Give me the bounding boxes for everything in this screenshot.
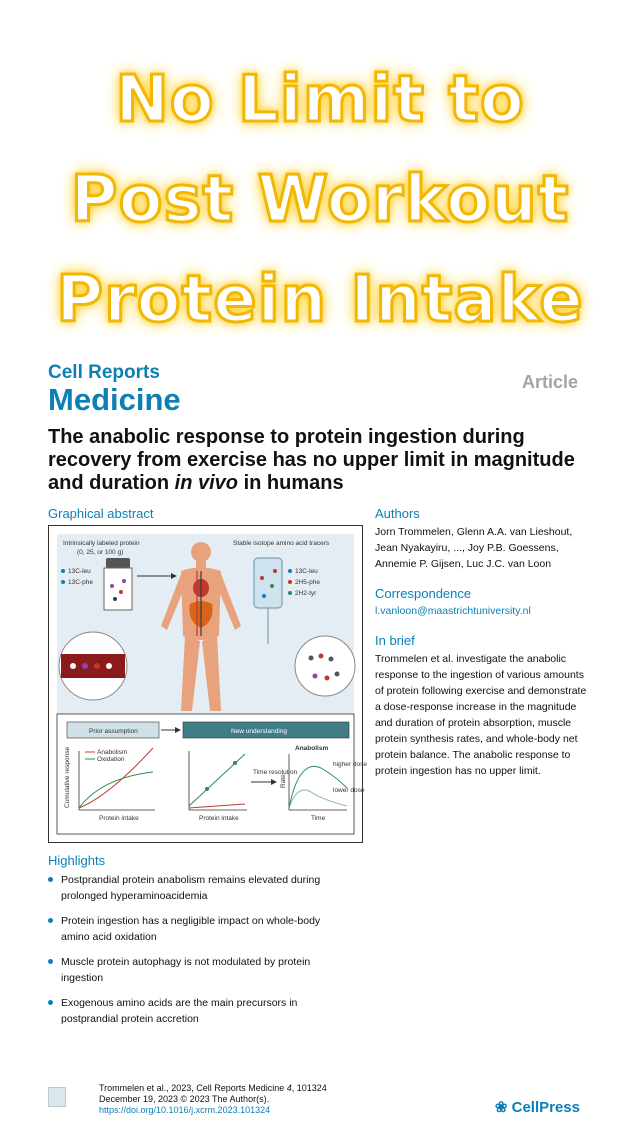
- journal-logo: [48, 363, 181, 417]
- citation-text: Trommelen et al., 2023, Cell Reports Medicine: [99, 1083, 287, 1093]
- bullet-icon: [48, 918, 53, 923]
- banner-line-3: Protein Intake: [56, 263, 584, 337]
- protein-tracer-1: 13C-leu: [68, 568, 91, 575]
- highlight-item: [48, 913, 348, 945]
- bullet-icon: [48, 959, 53, 964]
- highlight-text: Muscle protein autophagy is not modulated by protein ingestion: [61, 956, 311, 984]
- bullet-icon: [48, 1000, 53, 1005]
- banner-line-1: No Limit to: [115, 63, 525, 137]
- highlight-text: Protein ingestion has a negligible impact on whole-body amino acid oxidation: [61, 915, 321, 943]
- lower-dose-label: lower dose: [333, 787, 365, 794]
- graphical-abstract-heading: Graphical abstract: [48, 506, 154, 521]
- legend-anabolism: Anabolism: [97, 749, 128, 756]
- cellpress-logo: [495, 1098, 580, 1116]
- iv-bag-icon: [254, 558, 282, 644]
- protein-doses: (0, 25, or 100 g): [77, 549, 124, 556]
- in-brief-heading: In brief: [375, 633, 415, 648]
- highlights-heading: Highlights: [48, 853, 106, 868]
- protein-intake-axis-1: Protein intake: [99, 815, 139, 822]
- highlight-item: [48, 995, 348, 1027]
- time-resolution-label: Time resolution: [253, 769, 298, 776]
- in-brief-text: Trommelen et al. investigate the anabolic response to the ingestion of various amounts of protein following exercise and demonstrate a dose-response increase in the magnitude and duration of protein absorption, muscle protein synthesis rates, and whole-body net protein balance. The anabolic response to protein ingestion has no upper limit.: [375, 653, 587, 777]
- authors-heading: Authors: [375, 506, 420, 521]
- cellpress-icon: ❀: [494, 1099, 512, 1116]
- citation-line: [99, 1083, 327, 1094]
- highlight-text: Exogenous amino acids are the main precursors in postprandial protein accretion: [61, 997, 298, 1025]
- highlight-item: [48, 872, 348, 904]
- title-banner: [0, 50, 640, 350]
- journal-name-main: Medicine: [48, 382, 181, 417]
- journal-thumbnail-icon: [48, 1087, 66, 1107]
- authors-list: Jorn Trommelen, Glenn A.A. van Lieshout, Jean Nyakayiru, ..., Joy P.B. Goessens, Annemie P. Gijsen, Luc J.C. van Loon: [375, 526, 573, 570]
- citation-volume: 4: [286, 1083, 292, 1093]
- article-type-label: Article: [521, 372, 578, 392]
- journal-name-top: Cell Reports: [48, 362, 160, 383]
- citation-article-number: , 101324: [291, 1083, 327, 1093]
- correspondence-heading: Correspondence: [375, 586, 472, 601]
- bullet-icon: [48, 877, 53, 882]
- title-italic: in vivo: [174, 472, 239, 494]
- graphical-abstract-svg: [49, 526, 367, 842]
- copyright-line: December 19, 2023 © 2023 The Author(s).: [99, 1094, 270, 1104]
- graphical-abstract-figure: [48, 525, 367, 843]
- title-text-end: in humans: [238, 472, 344, 494]
- infusion-tracer-2: 2H5-phe: [295, 579, 320, 586]
- infusion-tracer-3: 2H2-tyr: [295, 590, 317, 597]
- cumulative-axis-label: Cumulative response: [64, 746, 71, 808]
- human-body-illustration: [161, 542, 241, 711]
- highlight-text: Postprandial protein anabolism remains elevated during prolonged hyperaminoacidemia: [61, 874, 321, 902]
- highlight-item: [48, 954, 348, 986]
- infusion-tracer-1: 13C-leu: [295, 568, 318, 575]
- correspondence-email[interactable]: l.vanloon@maastrichtuniversity.nl: [375, 605, 531, 617]
- rate-axis-label: Rate: [280, 774, 287, 788]
- protein-label: Intrinsically labeled protein: [63, 540, 140, 547]
- citation-footer: [99, 1083, 327, 1116]
- cellpress-label: CellPress: [511, 1099, 580, 1116]
- title-text: The anabolic response to protein ingestion during recovery from exercise has no upper limit in magnitude and duration: [48, 426, 575, 494]
- doi-link[interactable]: https://doi.org/10.1016/j.xcrm.2023.101324: [99, 1105, 271, 1115]
- prior-assumption-label: Prior assumption: [89, 728, 138, 735]
- new-understanding-label: New understanding: [231, 728, 288, 735]
- banner-line-2: Post Workout: [70, 163, 570, 237]
- paper-title: [48, 426, 588, 495]
- time-axis-label: Time: [311, 815, 326, 822]
- highlights-list: [48, 872, 348, 1036]
- anabolism-chart-title: Anabolism: [295, 745, 329, 752]
- legend-oxidation: Oxidation: [97, 756, 125, 763]
- shaker-bottle-icon: [104, 558, 132, 610]
- protein-intake-axis-2: Protein intake: [199, 815, 239, 822]
- tracer-label: Stable isotope amino acid tracers: [233, 540, 330, 547]
- higher-dose-label: higher dose: [333, 761, 367, 768]
- side-column: [375, 506, 590, 779]
- protein-tracer-2: 13C-phe: [68, 579, 93, 586]
- muscle-fiber-magnifier: [295, 636, 355, 696]
